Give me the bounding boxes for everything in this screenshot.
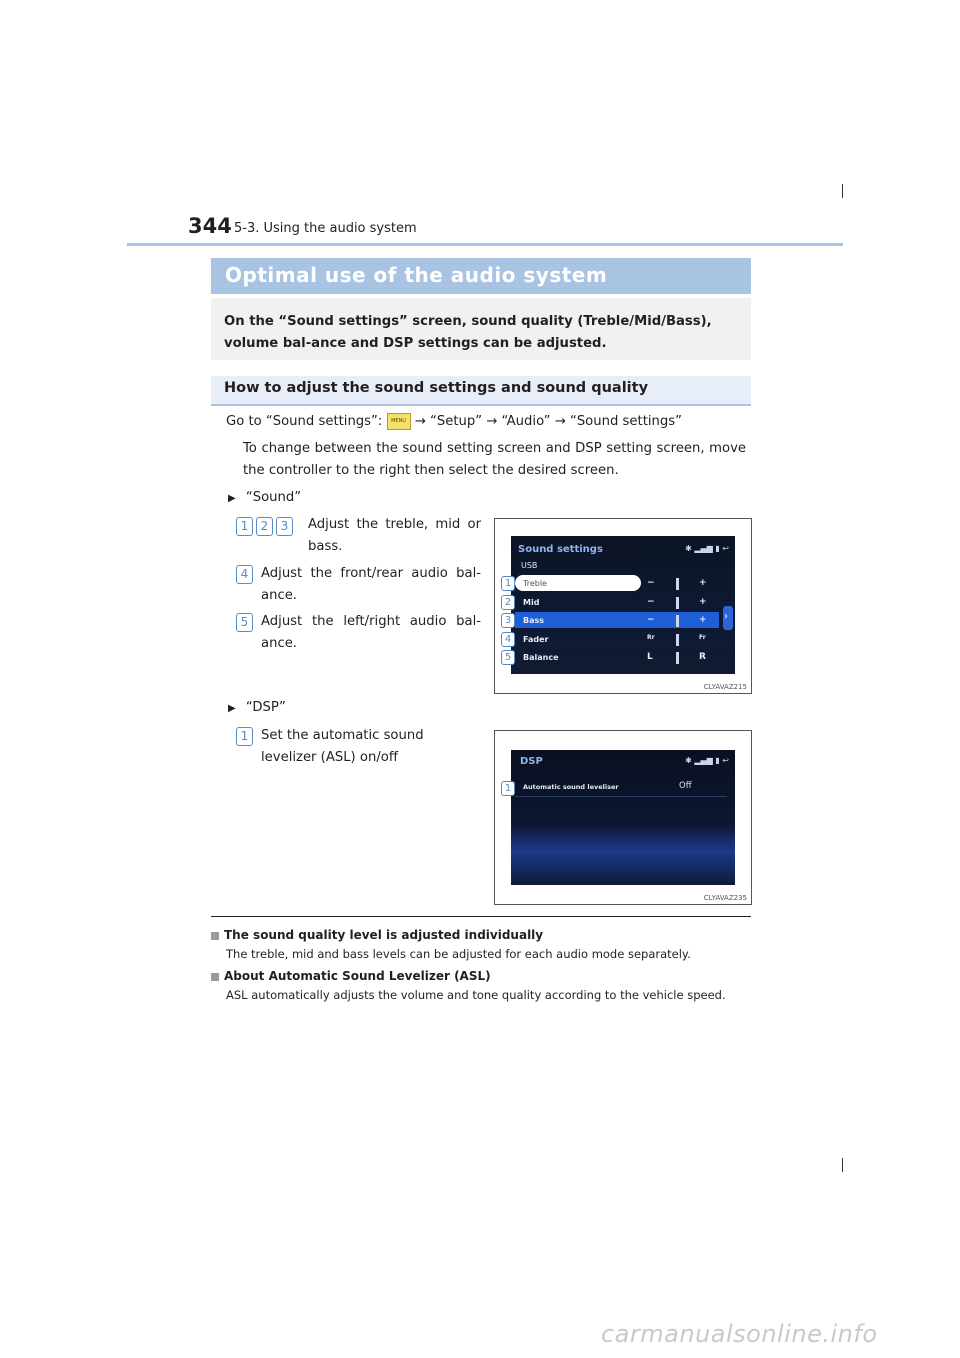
dsp-label: “DSP” (245, 700, 286, 715)
note-body: ASL automatically adjusts the volume and tone quality according to the vehicle speed. (226, 988, 726, 1002)
nav-step-sound-settings: “Sound settings” (569, 414, 682, 429)
screenshot-caption: CLYAVAZ235 (703, 894, 747, 902)
dsp-item-1 (236, 725, 481, 769)
callout-number: 4 (236, 565, 253, 584)
sound-row-label: Treble (523, 579, 547, 588)
slider-knob[interactable] (676, 652, 679, 664)
callout-group (236, 516, 296, 538)
sound-item-text: Adjust the treble, mid or bass. (308, 517, 481, 554)
note-body: The treble, mid and bass levels can be adjusted for each audio mode separately. (226, 947, 691, 961)
slider-left-label[interactable]: − (647, 596, 655, 607)
slider-knob[interactable] (676, 578, 679, 590)
dsp-screen (511, 750, 735, 885)
callout-number: 5 (236, 613, 253, 632)
screen-callout: 1 (501, 576, 515, 591)
callout-number: 3 (276, 517, 293, 536)
asl-row-value: Off (679, 781, 692, 791)
note-1 (211, 928, 751, 961)
sound-row-label: Mid (523, 597, 540, 607)
slider-right-label[interactable]: R (699, 652, 706, 662)
signal-icon: ▂▄▆ (694, 756, 713, 765)
nav-note: To change between the sound setting screen and DSP setting screen, move the controller to the right then select the desired screen. (243, 441, 746, 478)
sound-screen (511, 536, 735, 674)
notes-rule (211, 916, 751, 917)
screen-callout: 5 (501, 650, 515, 665)
slider-track[interactable] (659, 615, 695, 625)
bluetooth-icon: ✱ (685, 756, 692, 765)
subheading-bar (211, 376, 751, 406)
callout-number: 2 (256, 517, 273, 536)
slider-right-label[interactable]: + (699, 578, 707, 588)
back-icon: ↩ (722, 756, 729, 765)
dsp-label-row (228, 697, 286, 720)
sound-label: “Sound” (245, 490, 302, 505)
note-heading-text: The sound quality level is adjusted individually (224, 928, 544, 942)
slider-knob[interactable] (676, 634, 679, 646)
crop-mark-top (842, 184, 843, 198)
sound-item-text: Adjust the left/right audio bal-ance. (261, 614, 481, 651)
crop-mark-bottom (842, 1158, 843, 1172)
nav-arrow: → (554, 414, 566, 429)
dsp-item-text: Set the automatic sound levelizer (ASL) on/off (261, 728, 424, 765)
section-title-bar (211, 258, 751, 294)
nav-arrow: → (486, 414, 498, 429)
header-rule (127, 243, 843, 246)
slider-right-label[interactable]: + (699, 615, 707, 625)
nav-step-setup: “Setup” (430, 414, 483, 429)
subheading: How to adjust the sound settings and sound quality (224, 380, 649, 396)
callout-number: 1 (236, 517, 253, 536)
note-heading (211, 969, 751, 983)
battery-icon: ▮ (715, 544, 720, 553)
slider-right-label[interactable]: + (699, 596, 707, 607)
screen-callout: 2 (501, 595, 515, 610)
sound-label-row (228, 487, 301, 510)
sound-settings-screenshot (494, 518, 752, 694)
screen-callout: 4 (501, 632, 515, 647)
status-icons (685, 544, 729, 553)
source-label: USB (521, 561, 538, 570)
nav-step-audio: “Audio” (501, 414, 551, 429)
slider-left-label[interactable]: − (647, 578, 655, 588)
asl-row[interactable] (515, 780, 727, 797)
watermark: carmanualsonline.info (601, 1320, 878, 1348)
intro-box (211, 298, 751, 360)
section-reference: 5-3. Using the audio system (234, 221, 417, 236)
sound-row-label: Fader (523, 634, 549, 644)
page-number: 344 (188, 214, 232, 238)
battery-icon: ▮ (715, 756, 720, 765)
status-icons (685, 756, 729, 765)
intro-text: On the “Sound settings” screen, sound quality (Treble/Mid/Bass), volume bal-ance and DSP settings can be adjusted. (224, 314, 712, 351)
slider-knob[interactable] (676, 615, 679, 627)
dsp-screenshot (494, 730, 752, 905)
sound-item-4 (236, 563, 481, 607)
chevron-right-icon: › (724, 611, 728, 622)
sound-row-label: Bass (523, 616, 545, 625)
screenshot-caption: CLYAVAZ215 (703, 683, 747, 691)
triangle-bullet-icon: ▶ (228, 703, 236, 714)
back-icon: ↩ (722, 544, 729, 553)
nav-prefix: Go to “Sound settings”: (226, 414, 383, 429)
signal-icon: ▂▄▆ (694, 544, 713, 553)
square-bullet-icon (211, 932, 219, 940)
square-bullet-icon (211, 973, 219, 981)
sound-item-1 (236, 514, 481, 558)
note-heading-text: About Automatic Sound Levelizer (ASL) (224, 969, 491, 983)
slider-left-label[interactable]: Rr (647, 633, 655, 641)
slider-right-label[interactable]: Fr (699, 633, 706, 641)
sound-item-5 (236, 611, 481, 655)
section-title: Optimal use of the audio system (225, 263, 608, 287)
slider-track[interactable] (659, 578, 695, 588)
slider-track[interactable] (659, 652, 695, 662)
slider-track[interactable] (659, 597, 695, 607)
callout-number: 1 (236, 727, 253, 746)
sound-item-text: Adjust the front/rear audio bal-ance. (261, 566, 481, 603)
slider-left-label[interactable]: − (647, 615, 655, 625)
nav-instruction (226, 411, 746, 433)
asl-row-label: Automatic sound leveliser (523, 783, 619, 791)
screen-title: DSP (520, 756, 543, 767)
sound-row-label: Balance (523, 653, 559, 662)
screen-callout: 3 (501, 613, 515, 628)
note-heading (211, 928, 751, 942)
screen-callout: 1 (501, 781, 515, 796)
slider-knob[interactable] (676, 597, 679, 609)
menu-button-icon: MENU (387, 413, 411, 430)
bluetooth-icon: ✱ (685, 544, 692, 553)
triangle-bullet-icon: ▶ (228, 493, 236, 504)
note-2 (211, 969, 751, 1002)
screen-title: Sound settings (518, 544, 603, 555)
slider-left-label[interactable]: L (647, 652, 653, 662)
nav-arrow: → (414, 414, 426, 429)
slider-track[interactable] (659, 634, 695, 644)
